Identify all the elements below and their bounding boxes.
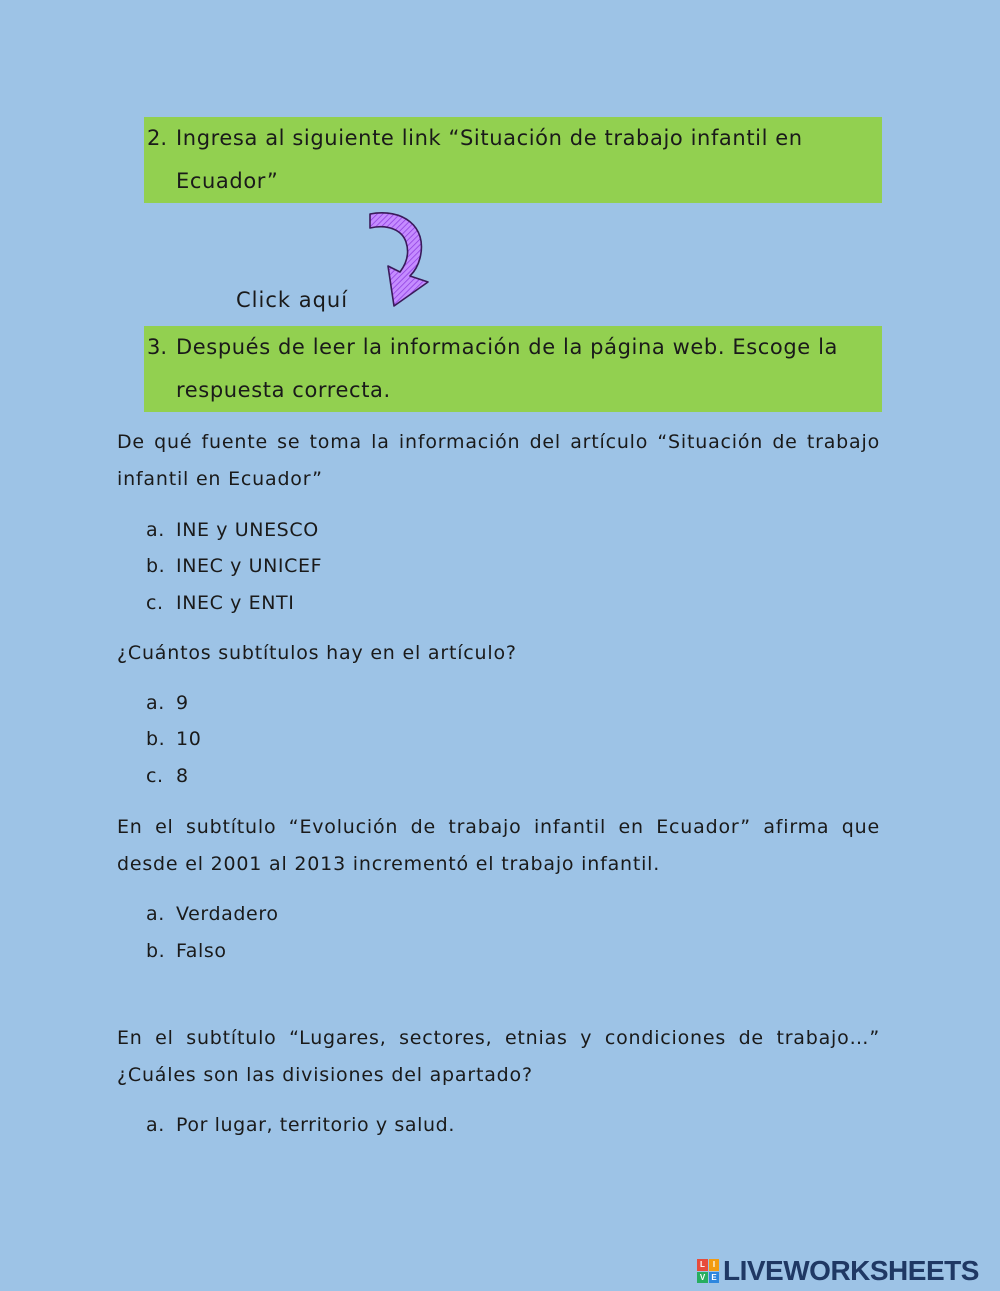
step-2-banner — [144, 117, 882, 203]
option-2b[interactable]: b. 10 — [146, 728, 202, 750]
option-3b[interactable]: b. Falso — [146, 940, 227, 962]
question-3: En el subtítulo “Evolución de trabajo infantil en Ecuador” afirma que desde el 2001 al 2013 incrementó el trabajo infantil. — [117, 816, 880, 875]
brand-name: LIVEWORKSHEETS — [723, 1255, 979, 1286]
click-here-link[interactable]: Click aquí — [236, 288, 349, 312]
option-3a[interactable]: a. Verdadero — [146, 903, 279, 925]
question-2: ¿Cuántos subtítulos hay en el artículo? — [117, 642, 517, 664]
step-3-text: Después de leer la información de la página web. Escoge la respuesta correcta. — [176, 335, 839, 402]
option-1b[interactable]: b. INEC y UNICEF — [146, 555, 323, 577]
option-2c[interactable]: c. 8 — [146, 765, 189, 787]
question-4: En el subtítulo “Lugares, sectores, etnias y condiciones de trabajo…” ¿Cuáles son las divisiones del apartado? — [117, 1027, 880, 1086]
option-2a[interactable]: a. 9 — [146, 692, 189, 714]
liveworksheets-logo-icon: L I V E — [697, 1259, 719, 1283]
step-3-banner — [144, 326, 882, 412]
step-3-number: 3. — [147, 335, 168, 359]
curved-arrow-icon[interactable] — [362, 206, 434, 310]
step-2-text: Ingresa al siguiente link “Situación de trabajo infantil en Ecuador” — [176, 126, 803, 193]
liveworksheets-brand — [697, 1255, 979, 1287]
option-1a[interactable]: a. INE y UNESCO — [146, 519, 319, 541]
option-4a[interactable]: a. Por lugar, territorio y salud. — [146, 1114, 455, 1136]
step-2-number: 2. — [147, 126, 168, 150]
option-1c[interactable]: c. INEC y ENTI — [146, 592, 295, 614]
question-1: De qué fuente se toma la información del artículo “Situación de trabajo infantil en Ecuador” — [117, 431, 880, 490]
